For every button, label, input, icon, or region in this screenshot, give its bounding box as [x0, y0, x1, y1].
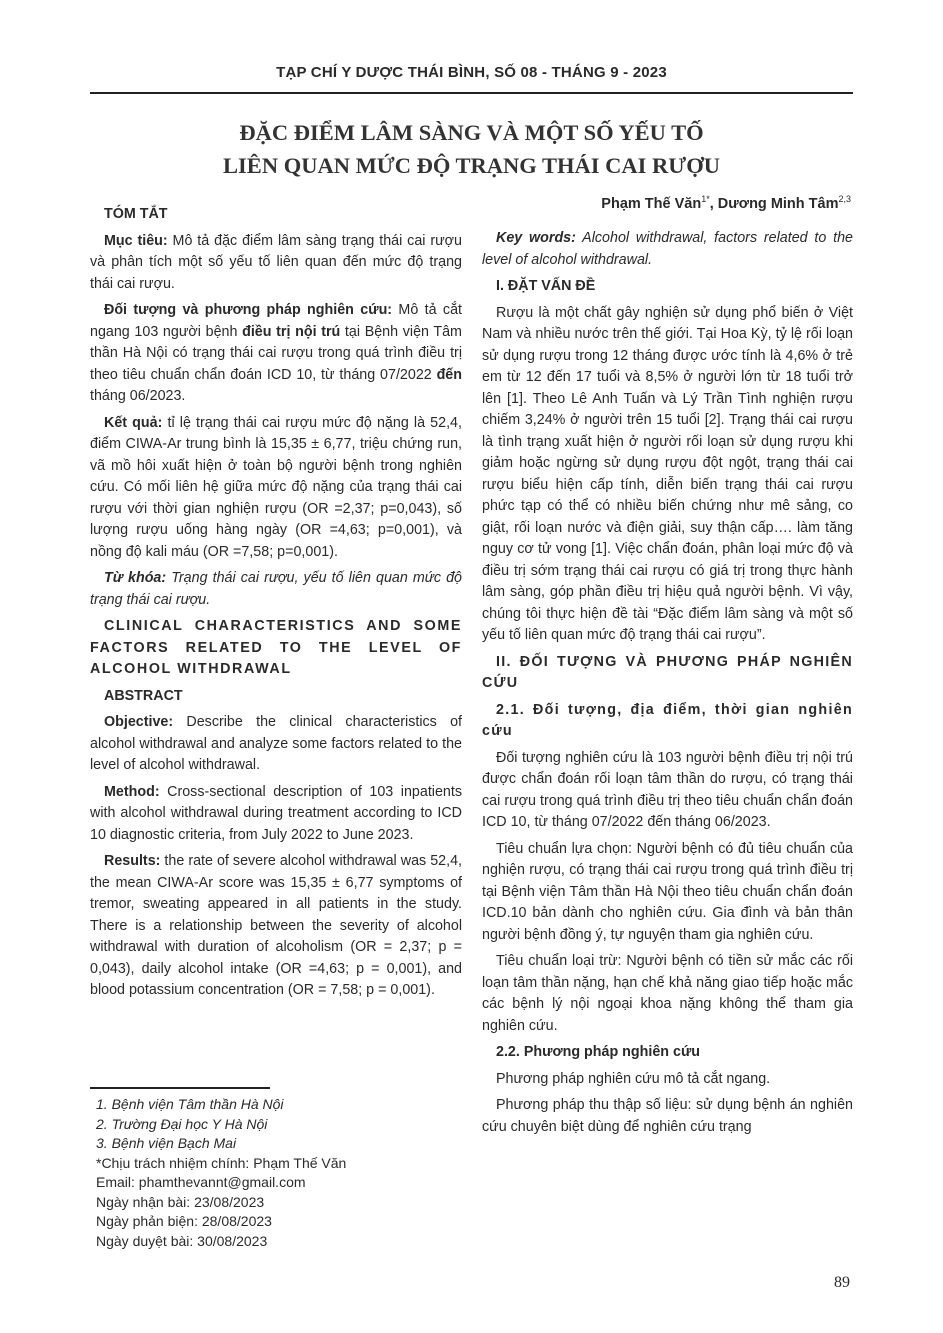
corresponding-author: *Chịu trách nhiệm chính: Phạm Thế Văn — [96, 1154, 347, 1171]
authors — [601, 194, 851, 212]
date-received: Ngày nhận bài: 23/08/2023 — [96, 1193, 265, 1210]
page-number: 89 — [834, 1274, 850, 1291]
right-column — [482, 228, 853, 1143]
author-2: Dương Minh Tâm — [717, 195, 839, 212]
muctieu-paragraph — [90, 231, 462, 296]
section-2-1-heading: 2.1. Đối tượng, địa điểm, thời gian nghiên cứu — [482, 701, 853, 739]
tomtat-heading: TÓM TẮT — [104, 206, 168, 222]
section-2-1-paragraph-2: Tiêu chuẩn lựa chọn: Người bệnh có đủ tiêu chuẩn của nghiện rượu, có trạng thái cai rượu trong quá trình điều trị tại Bệnh viện Tâm thần Hà Nội theo tiêu chuẩn chẩn đoán ICD.10 bản dành cho nghiên cứu. Gia đình và bản thân người bệnh đồng ý, tự nguyện tham gia nghiên cứu. — [482, 840, 853, 943]
tukhoa-text: Trạng thái cai rượu, yếu tố liên quan mức độ trạng thái cai rượu. — [90, 570, 463, 608]
keywords-text: Alcohol withdrawal, factors related to the level of alcohol withdrawal. — [482, 230, 854, 268]
ketqua-paragraph — [90, 413, 462, 564]
section-2-2-heading: 2.2. Phương pháp nghiên cứu — [496, 1044, 701, 1060]
affiliation-2: 2. Trường Đại học Y Hà Nội — [96, 1115, 268, 1132]
author-1: Phạm Thế Văn — [601, 195, 702, 212]
footnote-rule — [90, 1087, 270, 1089]
affiliation-3: 3. Bệnh viện Bạch Mai — [96, 1135, 237, 1151]
muctieu-text: Mô tả đặc điểm lâm sàng trạng thái cai rượu và phân tích một số yếu tố liên quan đến mức độ trạng thái cai rượu. — [90, 232, 463, 292]
doituong-text-3: tháng 06/2023. — [90, 388, 186, 404]
doituong-text-1: Mô tả cắt ngang 103 người bệnh — [90, 302, 463, 340]
section-1-heading: I. ĐẶT VẤN ĐỀ — [496, 278, 596, 294]
results-text: the rate of severe alcohol withdrawal was 52,4, the mean CIWA-Ar score was 15,35 ± 6,77 symptoms of tremor, sweating appeared in all patients in the study. There is a relationship between the severity of alcohol withdrawal with duration of alcoholism (OR = 2,37; p = 0,043), daily alcohol intake (OR =4,63; p = 0,001), and blood potassium concentration (OR = 7,58; p = 0,001). — [90, 853, 462, 998]
tukhoa-paragraph — [90, 568, 462, 611]
objective-text: Describe the clinical characteristics of alcohol withdrawal and analyze some factors related to the level of alcohol withdrawal. — [90, 714, 462, 773]
objective-paragraph — [90, 712, 462, 777]
date-accepted: Ngày duyệt bài: 30/08/2023 — [96, 1232, 268, 1249]
keywords-label: Key words: — [496, 230, 576, 246]
section-2-2-paragraph-2: Phương pháp thu thập số liệu: sử dụng bệnh án nghiên cứu chuyên biệt dùng để nghiên cứu trạng — [482, 1097, 853, 1135]
header-rule — [90, 92, 853, 94]
ketqua-label: Kết quả: — [104, 414, 163, 431]
email: Email: phamthevannt@gmail.com — [96, 1174, 306, 1190]
left-column — [90, 198, 462, 1007]
affiliation-1: 1. Bệnh viện Tâm thần Hà Nội — [96, 1096, 284, 1112]
keywords-paragraph — [482, 228, 853, 271]
section-2-2-paragraph-1: Phương pháp nghiên cứu mô tả cắt ngang. — [496, 1070, 771, 1087]
doituong-paragraph — [90, 300, 462, 408]
method-text: Cross-sectional description of 103 inpatients with alcohol withdrawal during treatment according to ICD 10 diagnostic criteria, from July 2022 to June 2023. — [90, 783, 462, 843]
objective-label: Objective: — [104, 714, 174, 730]
doituong-bold-2: đến — [436, 366, 462, 383]
muctieu-label: Mục tiêu: — [104, 232, 168, 249]
abstract-heading: ABSTRACT — [104, 687, 183, 704]
method-label: Method: — [104, 783, 160, 800]
results-paragraph — [90, 851, 462, 1002]
footnotes — [96, 1095, 346, 1251]
author-1-affil: 1* — [701, 194, 710, 204]
section-2-heading: II. ĐỐI TƯỢNG VÀ PHƯƠNG PHÁP NGHIÊN CỨU — [482, 653, 853, 691]
section-2-1-paragraph-3: Tiêu chuẩn loại trừ: Người bệnh có tiền sử mắc các rối loạn tâm thần nặng, hạn chế khả năng giao tiếp hoặc mắc các bệnh lý nội ngoại khoa nặng không thể tham gia nghiên cứu. — [482, 953, 853, 1034]
author-separator: , — [709, 195, 718, 212]
section-1-paragraph: Rượu là một chất gây nghiện sử dụng phổ biến ở Việt Nam và nhiều nước trên thế giới. Tại Hoa Kỳ, tỷ lệ rối loạn sử dụng rượu trong 12 tháng được ước tính là 4,6% ở trẻ em từ 12 đến 17 tuổi và 8,5% ở người lớn từ 18 tuổi trở lên [1]. Theo Lê Anh Tuấn và Lý Trần Tình nghiện rượu chiếm 3,24% ở người trên 15 tuổi [2]. Trạng thái cai rượu là tình trạng xuất hiện ở người rối loạn sử dụng rượu khi giảm hoặc ngừng sử dụng rượu đột ngột, trạng thái cai rượu biểu hiện cấp tính, diễn biến trạng thái cai rượu phức tạp có thể có nhiều biến chứng như mê sảng, co giật, rối loạn nước và điện giải, suy thận cấp…. làm tăng nguy cơ tử vong [1]. Việc chẩn đoán, phân loại mức độ và điều trị sớm trạng thái cai rượu có giá trị trong thực hành lâm sàng, góp phần điều trị hiệu quả người bệnh. Vì vậy, chúng tôi thực hiện đề tài “Đặc điểm lâm sàng và một số yếu tố liên quan mức độ trạng thái cai rượu”. — [482, 304, 853, 643]
author-2-affil: 2,3 — [838, 194, 851, 204]
title-line-1: ĐẶC ĐIỂM LÂM SÀNG VÀ MỘT SỐ YẾU TỐ — [239, 120, 704, 145]
section-2-1-paragraph-1: Đối tượng nghiên cứu là 103 người bệnh điều trị nội trú được chẩn đoán rối loạn tâm thần do rượu, có trạng thái cai rượu trong quá trình điều trị theo tiêu chuẩn chẩn đoán ICD 10, từ tháng 07/2022 đến tháng 06/2023. — [482, 749, 853, 830]
title-line-2: LIÊN QUAN MỨC ĐỘ TRẠNG THÁI CAI RƯỢU — [223, 153, 720, 178]
date-reviewed: Ngày phản biện: 28/08/2023 — [96, 1213, 272, 1229]
ketqua-text: tỉ lệ trạng thái cai rượu mức độ nặng là 52,4, điểm CIWA-Ar trung bình là 15,35 ± 6,77, triệu chứng run, vã mồ hôi xuất hiện ở toàn bộ người bệnh trong nghiên cứu. Có mối liên hệ giữa mức độ nặng của trạng thái cai rượu với thời gian nghiện rượu (OR =2,37; p=0,043), số lượng rượu uống hàng ngày (OR =4,63; p=0,001), và nồng độ kali máu (OR =7,58; p=0,001). — [90, 414, 462, 560]
journal-header: TẠP CHÍ Y DƯỢC THÁI BÌNH, SỐ 08 - THÁNG 9 - 2023 — [276, 64, 667, 81]
results-label: Results: — [104, 853, 161, 869]
tukhoa-label: Từ khóa: — [104, 570, 167, 586]
doituong-bold-1: điều trị nội trú — [242, 323, 341, 340]
english-title: CLINICAL CHARACTERISTICS AND SOME FACTORS RELATED TO THE LEVEL OF ALCOHOL WITHDRAWAL — [90, 618, 462, 677]
doituong-label: Đối tượng và phương pháp nghiên cứu: — [104, 302, 393, 318]
method-paragraph — [90, 782, 462, 847]
doituong-text-2: tại Bệnh viện Tâm thần Hà Nội có trạng thái cai rượu trong quá trình điều trị theo tiêu chuẩn chẩn đoán ICD 10, từ tháng 07/2022 — [90, 323, 462, 383]
article-title — [90, 116, 853, 182]
